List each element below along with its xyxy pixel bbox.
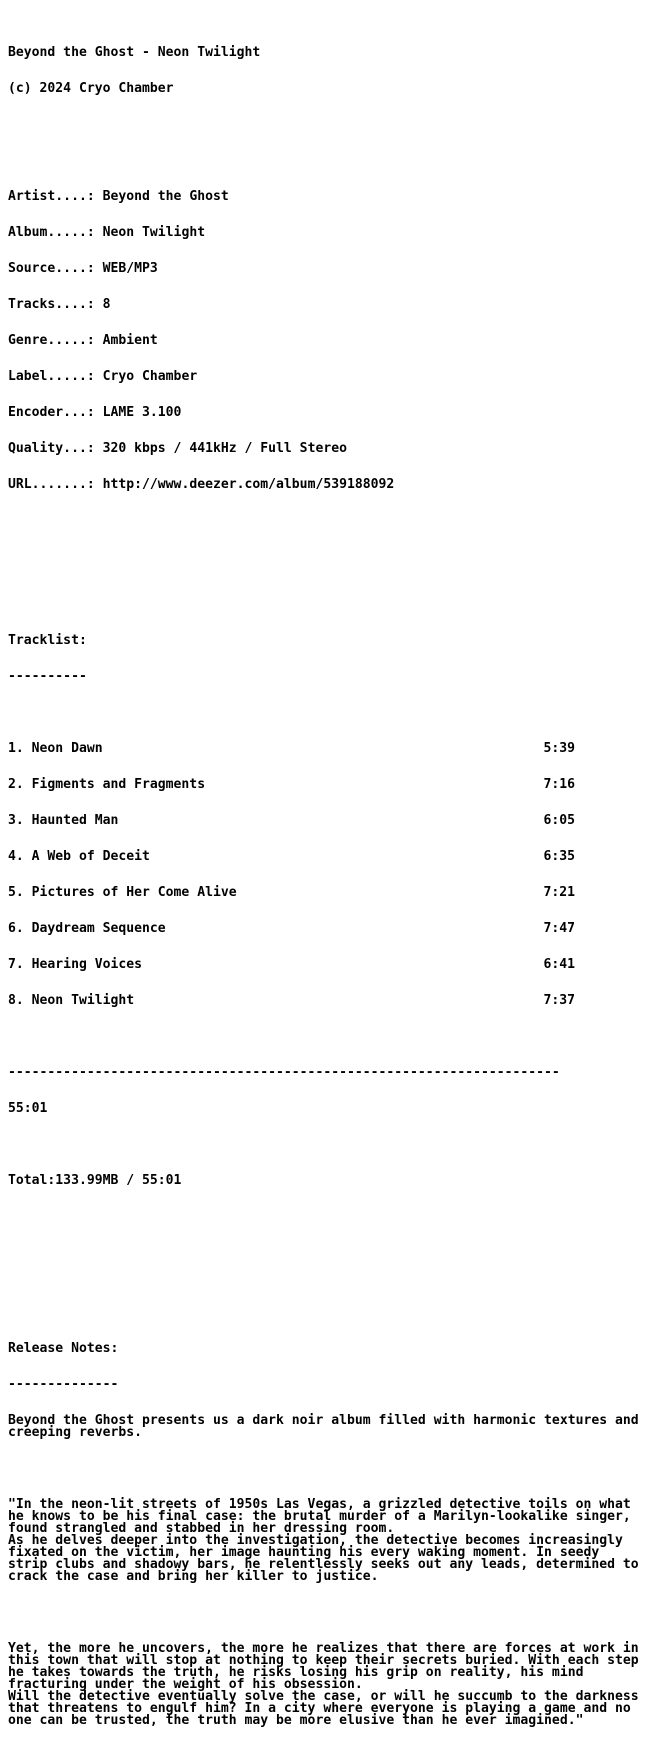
track-list	[8, 719, 656, 1031]
track-title: 2. Figments and Fragments	[8, 777, 206, 792]
info-row-label	[8, 371, 656, 383]
info-value: WEB/MP3	[102, 261, 158, 276]
info-row-source	[8, 263, 656, 275]
info-row-genre	[8, 335, 656, 347]
track-duration: 5:39	[543, 741, 575, 756]
track-row	[8, 779, 575, 791]
copyright-line: (c) 2024 Cryo Chamber	[8, 81, 174, 96]
info-row-album	[8, 227, 656, 239]
spacer	[8, 1259, 656, 1271]
release-notes-intro: Beyond the Ghost presents us a dark noir album filled with harmonic textures and creeping reverbs.	[8, 1413, 639, 1440]
track-title: 6. Daydream Sequence	[8, 921, 166, 936]
track-row	[8, 887, 575, 899]
info-value: Beyond the Ghost	[102, 189, 229, 204]
total-size: Total:133.99MB / 55:01	[8, 1173, 182, 1188]
release-notes-underline: --------------	[8, 1377, 119, 1392]
track-row	[8, 851, 575, 863]
track-duration: 7:21	[543, 885, 575, 900]
info-key: Quality...:	[8, 441, 95, 456]
release-notes-heading: Release Notes:	[8, 1341, 119, 1356]
info-value: LAME 3.100	[102, 405, 182, 420]
tracklist-underline: ----------	[8, 669, 87, 684]
info-value: Neon Twilight	[102, 225, 206, 240]
total-duration: 55:01	[8, 1101, 48, 1116]
album-url[interactable]: http://www.deezer.com/album/539188092	[102, 477, 395, 492]
total-size-row	[8, 1175, 575, 1187]
track-title: 4. A Web of Deceit	[8, 849, 150, 864]
info-value: Ambient	[102, 333, 158, 348]
track-title: 3. Haunted Man	[8, 813, 119, 828]
track-title: 1. Neon Dawn	[8, 741, 103, 756]
spacer	[8, 587, 656, 599]
track-duration: 7:37	[543, 993, 575, 1008]
info-key: Album.....:	[8, 225, 95, 240]
info-row-url	[8, 479, 656, 491]
track-title: 8. Neon Twilight	[8, 993, 135, 1008]
spacer	[8, 1139, 656, 1151]
info-key: Genre.....:	[8, 333, 95, 348]
spacer	[8, 1463, 656, 1475]
spacer	[8, 1607, 656, 1619]
track-title: 7. Hearing Voices	[8, 957, 143, 972]
info-key: Source....:	[8, 261, 95, 276]
info-key: Label.....:	[8, 369, 95, 384]
track-row	[8, 923, 575, 935]
info-value: Cryo Chamber	[102, 369, 198, 384]
release-title: Beyond the Ghost - Neon Twilight	[8, 45, 261, 60]
track-row	[8, 743, 575, 755]
spacer	[8, 119, 656, 131]
spacer	[8, 1295, 656, 1307]
tracklist-heading: Tracklist:	[8, 633, 87, 648]
info-row-artist	[8, 191, 656, 203]
info-key: Encoder...:	[8, 405, 95, 420]
info-row-encoder	[8, 407, 656, 419]
info-value: 320 kbps / 441kHz / Full Stereo	[102, 441, 347, 456]
info-key: Artist....:	[8, 189, 95, 204]
info-block	[8, 167, 656, 515]
track-duration: 6:41	[543, 957, 575, 972]
track-duration: 7:47	[543, 921, 575, 936]
spacer	[8, 551, 656, 563]
track-duration: 7:16	[543, 777, 575, 792]
total-duration-row	[8, 1103, 575, 1115]
release-notes-paragraph: "In the neon-lit streets of 1950s Las Vegas, a grizzled detective toils on what he knows to be his final case: the brutal murder of a Marilyn-lookalike singer, found strangled and stabbed in her dressing room. As he delves deeper into the investigation, the detective becomes increasingly fixated on the victim, her image haunting his every waking moment. In seedy strip clubs and shadowy bars, he relentlessly seeks out any leads, determined to crack the case and bring her killer to justice.	[8, 1497, 639, 1584]
track-row	[8, 995, 575, 1007]
info-row-tracks	[8, 299, 656, 311]
track-title: 5. Pictures of Her Come Alive	[8, 885, 237, 900]
tracklist-separator: ----------------------------------------------------------------------	[8, 1065, 560, 1080]
track-row	[8, 815, 575, 827]
spacer	[8, 1223, 656, 1235]
info-value: 8	[102, 297, 111, 312]
track-duration: 6:35	[543, 849, 575, 864]
info-row-quality	[8, 443, 656, 455]
track-row	[8, 959, 575, 971]
release-notes-paragraph: Yet, the more he uncovers, the more he realizes that there are forces at work in this town that will stop at nothing to keep their secrets buried. With each step he takes towards the truth, he risks losing his grip on reality, his mind fracturing under the weight of his obsession. Will the detective eventually solve the case, or will he succumb to the darkness that threatens to engulf him? In a city where everyone is playing a game and no one can be trusted, the truth may be more elusive than he ever imagined."	[8, 1641, 639, 1728]
info-key: URL.......:	[8, 477, 95, 492]
track-duration: 6:05	[543, 813, 575, 828]
info-key: Tracks....:	[8, 297, 95, 312]
